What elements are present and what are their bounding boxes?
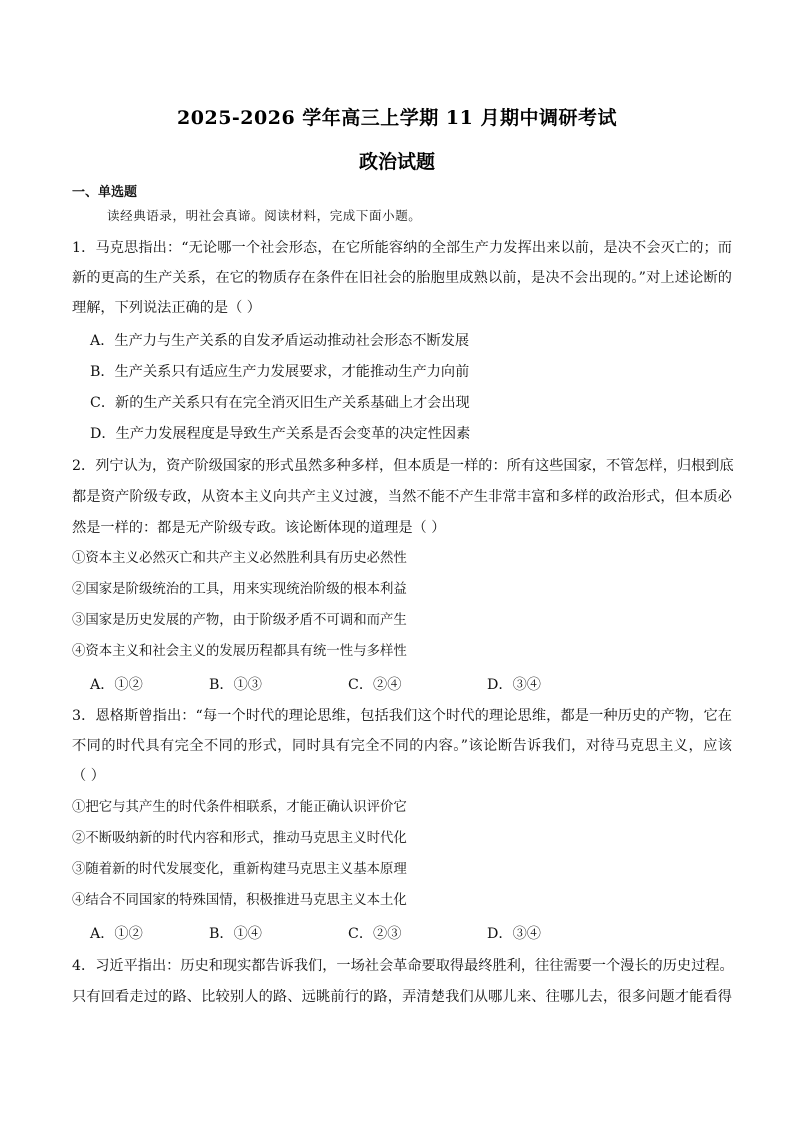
question-1-option-a: A．生产力与生产关系的自发矛盾运动推动社会形态不断发展 [90, 333, 470, 349]
question-3-choice-c: C．②③ [348, 926, 402, 942]
question-2-statement-4: ④资本主义和社会主义的发展历程都具有统一性与多样性 [72, 644, 407, 659]
question-3-choice-b: B．①④ [209, 926, 262, 942]
question-1-line-1: 1．马克思指出：“无论哪一个社会形态，在它所能容纳的全部生产力发挥出来以前，是决不会灭亡的；而 [72, 240, 732, 256]
question-1-option-b: B．生产关系只有适应生产力发展要求，才能推动生产力向前 [90, 364, 470, 380]
question-2-statement-2: ②国家是阶级统治的工具，用来实现统治阶级的根本利益 [72, 582, 407, 597]
question-2-line-1: 2．列宁认为，资产阶级国家的形式虽然多种多样，但本质是一样的：所有这些国家，不管怎样，归根到底 [72, 458, 734, 474]
question-1-option-d: D．生产力发展程度是导致生产关系是否会变革的决定性因素 [90, 426, 471, 442]
question-2-choice-b: B．①③ [209, 677, 262, 693]
question-1-option-c: C．新的生产关系只有在完全消灭旧生产关系基础上才会出现 [90, 395, 470, 411]
question-3-statement-1: ①把它与其产生的时代条件相联系，才能正确认识评价它 [72, 800, 407, 815]
question-3-line-3: （ ） [72, 768, 105, 784]
question-3-statement-4: ④结合不同国家的特殊国情，积极推进马克思主义本土化 [72, 893, 407, 908]
question-4-line-1: 4．习近平指出：历史和现实都告诉我们，一场社会革命要取得最终胜利，往往需要一个漫长的历史过程。 [72, 958, 734, 974]
question-2-choice-a: A．①② [90, 677, 143, 693]
exam-title: 2025-2026 学年高三上学期 11 月期中调研考试 [177, 107, 617, 129]
question-2-statement-3: ③国家是历史发展的产物，由于阶级矛盾不可调和而产生 [72, 613, 407, 628]
question-2-choice-c: C．②④ [348, 677, 402, 693]
question-1-line-2: 新的更高的生产关系，在它的物质存在条件在旧社会的胎胞里成熟以前，是决不会出现的。”对上述论断的 [72, 270, 732, 286]
question-3-choice-a: A．①② [90, 926, 143, 942]
question-3-line-2: 不同的时代具有完全不同的形式，同时具有完全不同的内容。”该论断告诉我们，对待马克思主义，应该 [72, 738, 732, 754]
question-2-statement-1: ①资本主义必然灭亡和共产主义必然胜利具有历史必然性 [72, 551, 407, 566]
exam-subtitle: 政治试题 [358, 151, 435, 173]
question-2-choice-d: D．③④ [487, 677, 541, 693]
question-3-line-1: 3．恩格斯曾指出：“每一个时代的理论思维，包括我们这个时代的理论思维，都是一种历史的产物，它在 [72, 708, 732, 724]
question-3-choice-d: D．③④ [487, 926, 541, 942]
question-4-line-2: 只有回看走过的路、比较别人的路、远眺前行的路，弄清楚我们从哪儿来、往哪儿去，很多问题才能看得 [72, 989, 732, 1005]
question-2-line-3: 然是一样的：都是无产阶级专政。该论断体现的道理是（ ） [72, 520, 446, 536]
question-3-statement-3: ③随着新的时代发展变化，重新构建马克思主义基本原理 [72, 862, 407, 877]
question-1-line-3: 理解，下列说法正确的是（ ） [72, 300, 261, 316]
section-intro: 读经典语录，明社会真谛。阅读材料，完成下面小题。 [107, 208, 422, 223]
question-3-statement-2: ②不断吸纳新的时代内容和形式，推动马克思主义时代化 [72, 831, 407, 846]
question-2-line-2: 都是资产阶级专政，从资本主义向共产主义过渡，当然不能不产生非常丰富和多样的政治形式，但本质必 [72, 489, 732, 505]
section-heading: 一、单选题 [72, 185, 138, 200]
